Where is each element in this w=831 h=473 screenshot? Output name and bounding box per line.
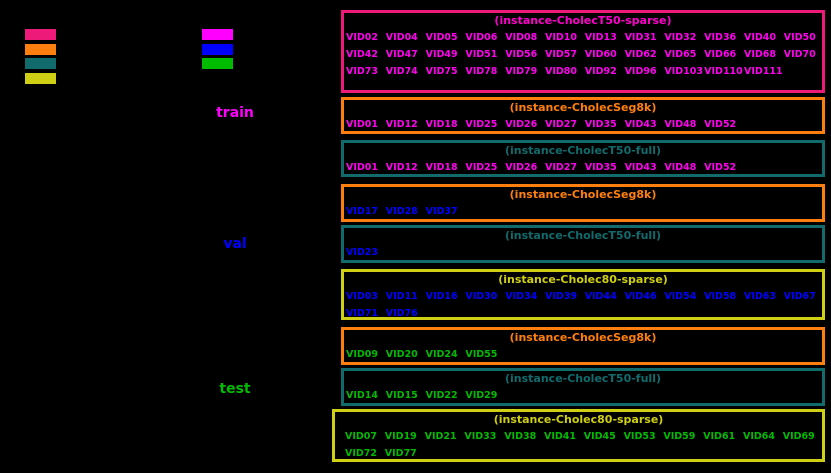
video-id-label: VID111: [743, 66, 783, 77]
video-id-label: VID72: [345, 448, 377, 459]
video-id-label: VID09: [346, 349, 378, 360]
test-cholecseg8k-box: [341, 327, 825, 365]
video-id-label: VID17: [346, 206, 378, 217]
video-id-label: VID16: [425, 291, 458, 302]
video-id-label: VID02: [346, 32, 378, 43]
box-title: (instance-CholecSeg8k): [509, 188, 657, 201]
vid-rows: [346, 389, 822, 402]
video-id-label: VID44: [584, 291, 617, 302]
video-id-label: VID26: [505, 119, 538, 130]
video-id-label: VID43: [624, 162, 657, 173]
video-id-label: VID01: [346, 162, 378, 173]
legend-swatch-cholect50-full: [25, 58, 56, 69]
video-id-label: VID78: [465, 66, 498, 77]
video-id-label: VID57: [544, 49, 577, 60]
box-title: (instance-CholecSeg8k): [509, 101, 657, 114]
vid-rows: [346, 348, 822, 361]
video-id-label: VID31: [624, 32, 657, 43]
val-cholecseg8k-box: [341, 184, 825, 222]
vid-rows: [346, 161, 822, 174]
vid-row: [346, 307, 822, 320]
video-id-label: VID26: [505, 162, 538, 173]
video-id-label: VID68: [743, 49, 776, 60]
video-id-label: VID18: [425, 119, 458, 130]
vid-row: [346, 290, 822, 303]
video-id-label: VID25: [465, 119, 498, 130]
vid-rows: [346, 118, 822, 131]
video-id-label: VID80: [544, 66, 577, 77]
video-id-label: VID76: [385, 308, 418, 319]
video-id-label: VID54: [664, 291, 697, 302]
test-cholec80-sparse-box: [332, 409, 825, 462]
video-id-label: VID42: [346, 49, 378, 60]
box-title: (instance-CholecT50-full): [504, 372, 661, 385]
vid-row: [345, 430, 822, 443]
video-id-label: VID12: [385, 119, 418, 130]
val-split-label: val: [223, 236, 247, 252]
video-id-label: VID30: [465, 291, 498, 302]
video-id-label: VID110: [704, 66, 743, 77]
video-id-label: VID51: [465, 49, 498, 60]
legend-swatch-val: [202, 44, 233, 55]
video-id-label: VID52: [704, 119, 737, 130]
video-id-label: VID49: [425, 49, 458, 60]
video-id-label: VID71: [346, 308, 378, 319]
video-id-label: VID35: [584, 162, 617, 173]
box-title: (instance-CholecT50-full): [504, 144, 661, 157]
video-id-label: VID18: [425, 162, 458, 173]
video-id-label: VID27: [544, 119, 577, 130]
video-id-label: VID25: [465, 162, 498, 173]
vid-rows: [346, 31, 822, 78]
video-id-label: VID08: [505, 32, 538, 43]
video-id-label: VID07: [345, 431, 377, 442]
legend-swatch-cholecseg8k: [25, 44, 56, 55]
legend-swatch-train: [202, 29, 233, 40]
video-id-label: VID37: [425, 206, 458, 217]
video-id-label: VID22: [425, 390, 458, 401]
video-id-label: VID01: [346, 119, 378, 130]
train-cholect50-full-box: [341, 140, 825, 177]
split-legend: [202, 29, 233, 69]
vid-row: [346, 246, 822, 259]
video-id-label: VID55: [465, 349, 498, 360]
video-id-label: VID13: [584, 32, 617, 43]
video-id-label: VID33: [464, 431, 497, 442]
video-id-label: VID36: [704, 32, 737, 43]
video-id-label: VID62: [624, 49, 657, 60]
video-id-label: VID35: [584, 119, 617, 130]
video-id-label: VID47: [385, 49, 418, 60]
video-id-label: VID66: [704, 49, 737, 60]
video-id-label: VID12: [385, 162, 418, 173]
video-id-label: VID60: [584, 49, 617, 60]
video-id-label: VID06: [465, 32, 498, 43]
val-cholec80-sparse-box: [341, 269, 825, 320]
video-id-label: VID56: [505, 49, 538, 60]
video-id-label: VID27: [544, 162, 577, 173]
video-id-label: VID03: [346, 291, 378, 302]
video-id-label: VID52: [704, 162, 737, 173]
video-id-label: VID46: [624, 291, 657, 302]
video-id-label: VID67: [783, 291, 816, 302]
video-id-label: VID15: [385, 390, 418, 401]
box-title: (instance-Cholec80-sparse): [493, 413, 664, 426]
legend-swatch-test: [202, 58, 233, 69]
train-cholect50-sparse-box: [341, 10, 825, 93]
video-id-label: VID40: [743, 32, 776, 43]
vid-rows: [346, 246, 822, 259]
video-id-label: VID04: [385, 32, 418, 43]
video-id-label: VID63: [743, 291, 776, 302]
video-id-label: VID19: [384, 431, 417, 442]
video-id-label: VID58: [704, 291, 737, 302]
video-id-label: VID75: [425, 66, 458, 77]
vid-row: [346, 389, 822, 402]
video-id-label: VID29: [465, 390, 498, 401]
video-id-label: VID79: [505, 66, 538, 77]
legend-swatch-cholect50-sparse: [25, 29, 56, 40]
train-split-label: train: [216, 105, 254, 121]
video-id-label: VID61: [703, 431, 736, 442]
vid-row: [345, 447, 822, 460]
video-id-label: VID43: [624, 119, 657, 130]
vid-row: [346, 65, 822, 78]
video-id-label: VID23: [346, 247, 378, 258]
box-title: (instance-CholecSeg8k): [509, 331, 657, 344]
vid-row: [346, 205, 822, 218]
video-id-label: VID24: [425, 349, 458, 360]
video-id-label: VID28: [385, 206, 418, 217]
box-title: (instance-CholecT50-full): [504, 229, 661, 242]
video-id-label: VID34: [505, 291, 538, 302]
video-id-label: VID11: [385, 291, 418, 302]
video-id-label: VID45: [583, 431, 616, 442]
video-id-label: VID41: [543, 431, 576, 442]
video-id-label: VID14: [346, 390, 378, 401]
vid-rows: [346, 205, 822, 218]
video-id-label: VID21: [424, 431, 457, 442]
video-id-label: VID50: [783, 32, 816, 43]
video-id-label: VID48: [664, 162, 697, 173]
vid-rows: [345, 430, 822, 460]
video-id-label: VID65: [664, 49, 697, 60]
vid-row: [346, 48, 822, 61]
video-id-label: VID69: [782, 431, 815, 442]
video-id-label: VID70: [783, 49, 816, 60]
video-id-label: VID103: [664, 66, 703, 77]
video-id-label: VID59: [663, 431, 696, 442]
legend-swatch-cholec80-sparse: [25, 73, 56, 84]
video-id-label: VID96: [624, 66, 657, 77]
video-id-label: VID10: [544, 32, 577, 43]
video-id-label: VID53: [623, 431, 656, 442]
video-id-label: VID64: [742, 431, 775, 442]
dataset-legend: [25, 29, 56, 84]
video-id-label: VID74: [385, 66, 418, 77]
video-id-label: VID39: [544, 291, 577, 302]
box-title: (instance-CholecT50-sparse): [494, 14, 672, 27]
video-id-label: VID32: [664, 32, 697, 43]
vid-row: [346, 31, 822, 44]
vid-rows: [346, 290, 822, 320]
video-id-label: VID38: [504, 431, 537, 442]
val-cholect50-full-box: [341, 225, 825, 263]
vid-row: [346, 118, 822, 131]
box-title: (instance-Cholec80-sparse): [498, 273, 668, 286]
video-id-label: VID05: [425, 32, 458, 43]
test-split-label: test: [219, 381, 251, 397]
vid-row: [346, 161, 822, 174]
test-cholect50-full-box: [341, 368, 825, 406]
video-id-label: VID77: [384, 448, 417, 459]
video-id-label: VID92: [584, 66, 617, 77]
video-id-label: VID73: [346, 66, 378, 77]
video-id-label: VID48: [664, 119, 697, 130]
video-id-label: VID20: [385, 349, 418, 360]
train-cholecseg8k-box: [341, 97, 825, 134]
vid-row: [346, 348, 822, 361]
